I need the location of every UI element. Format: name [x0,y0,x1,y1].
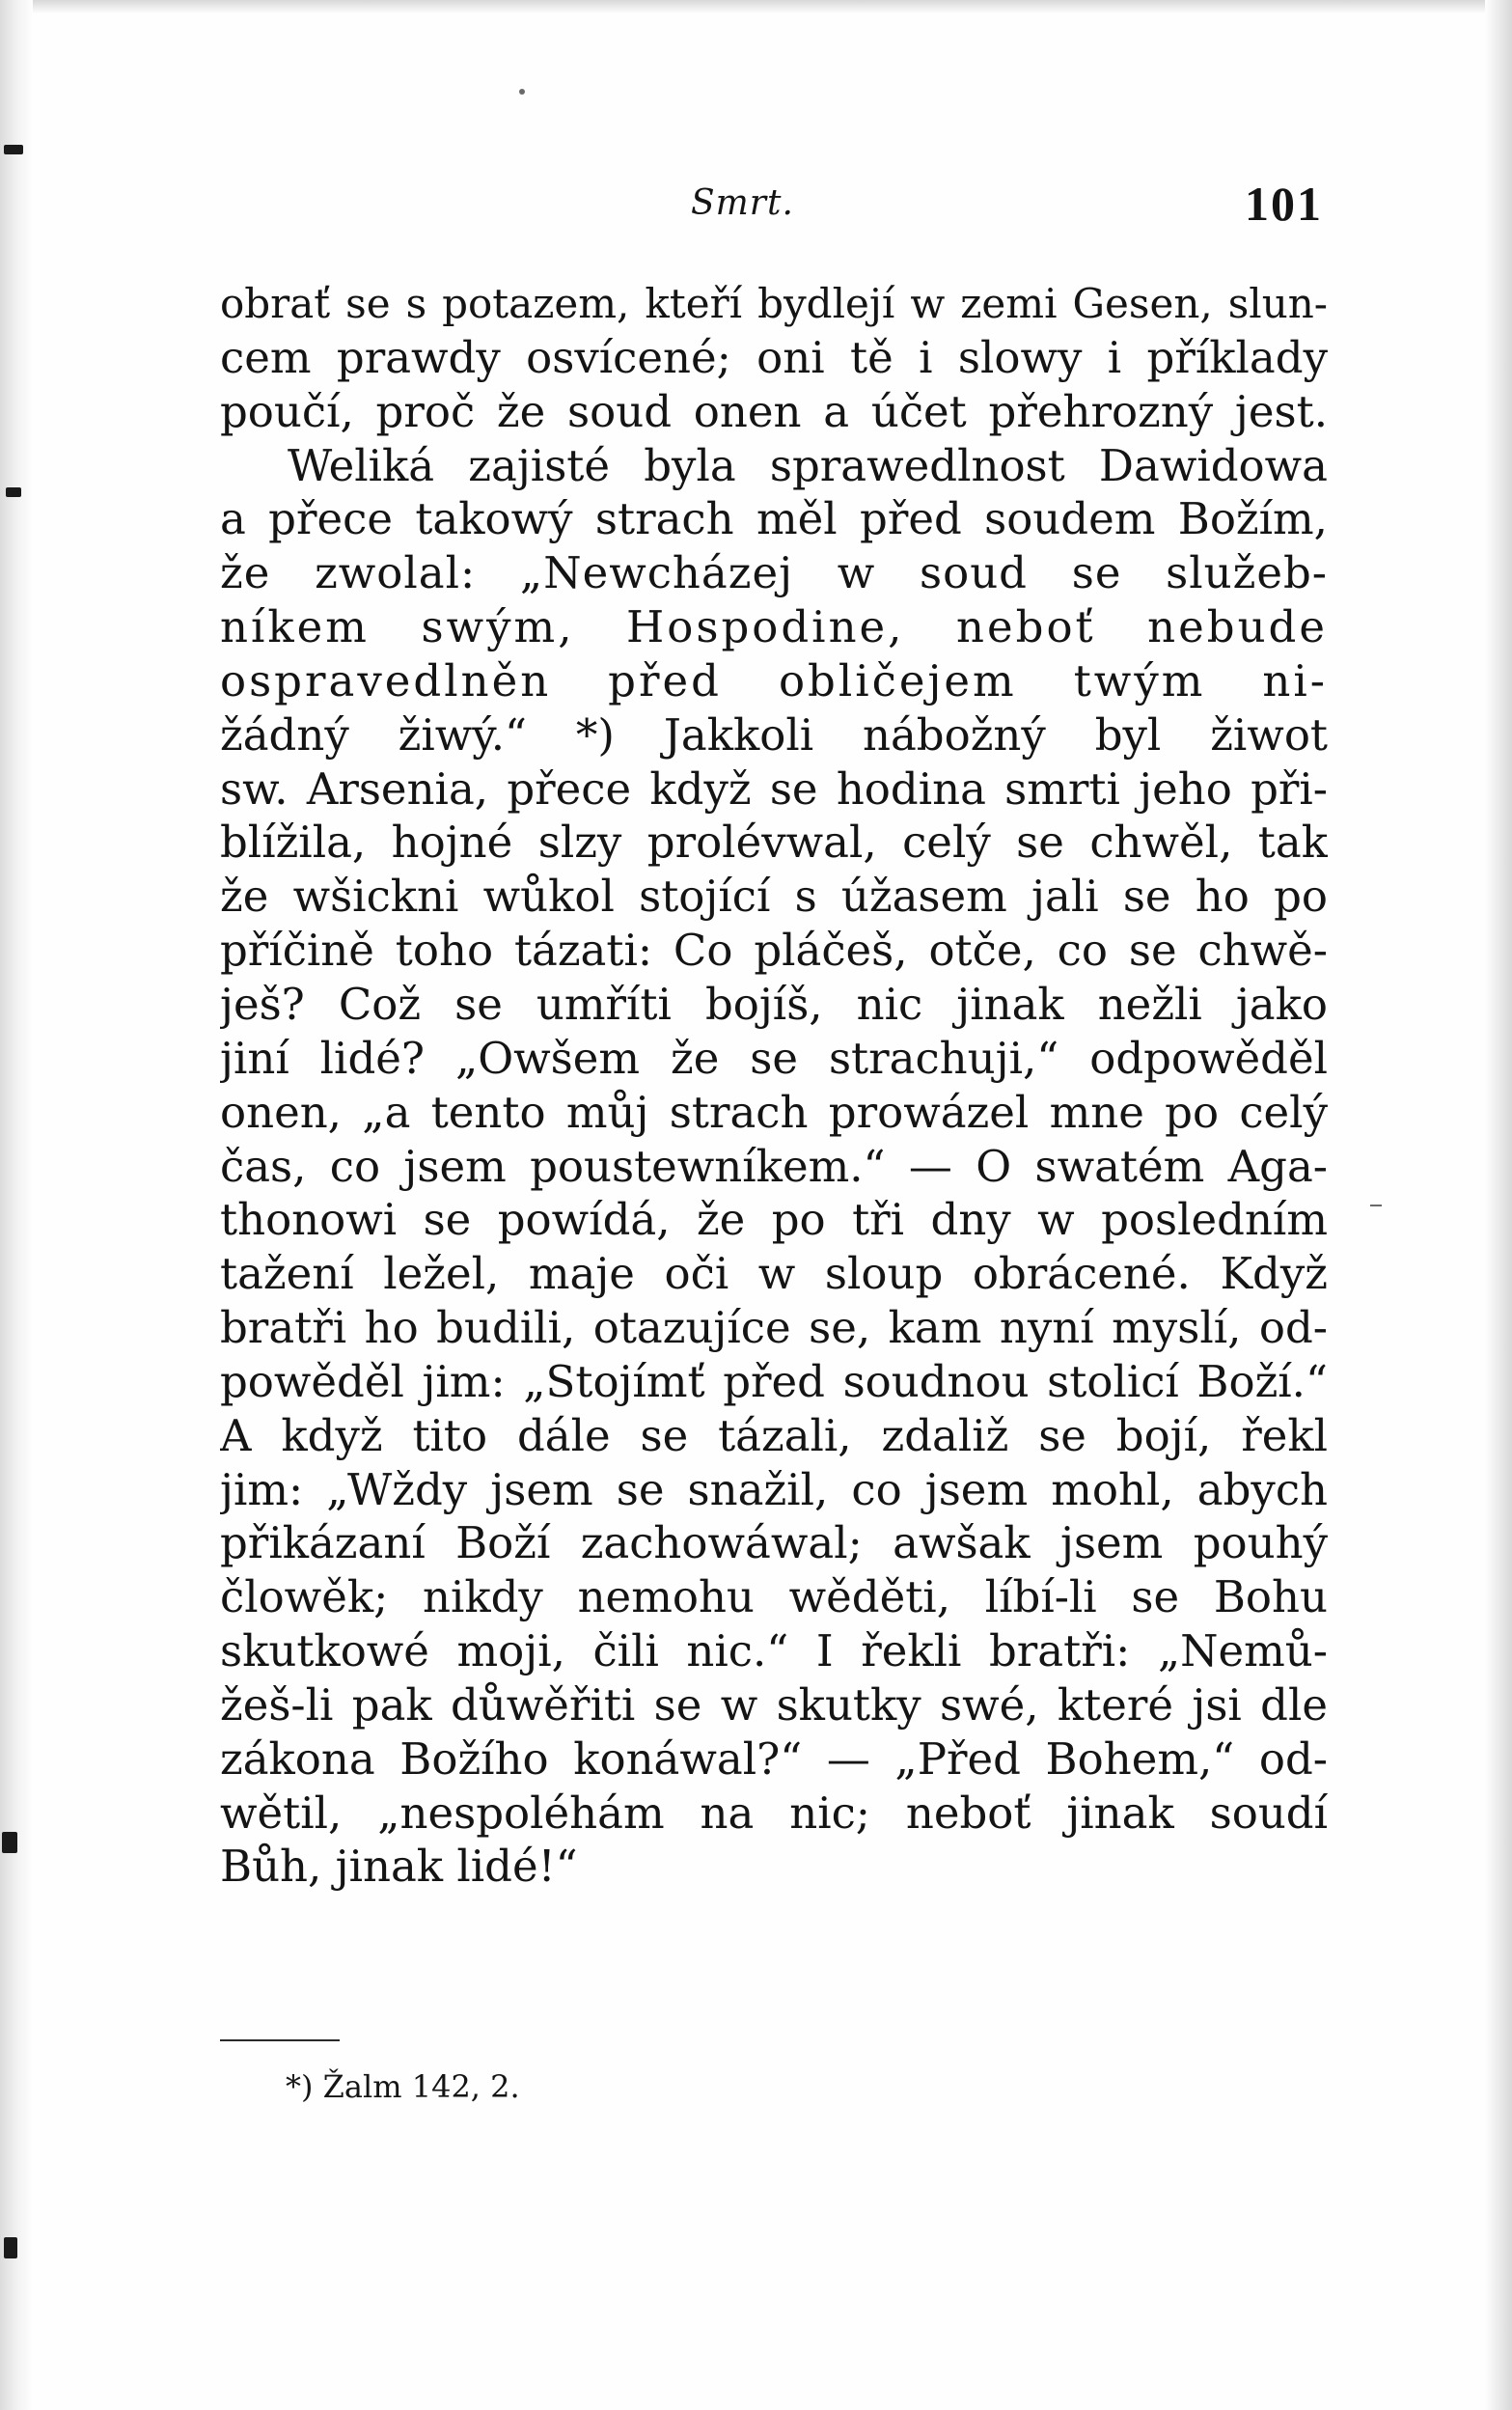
text-line: přikázaní Boží zachowáwal; awšak jsem pouhý [220,1517,1328,1569]
text-line: níkem swým, Hospodine, neboť nebude [220,601,1328,653]
stray-mark [519,89,525,95]
text-line: ješ? Což se umříti bojíš, nic jinak nežli jako [220,978,1328,1030]
footnote: *) Žalm 142, 2. [286,2068,520,2105]
text-line: ospravedlněn před obličejem twým ni- [220,654,1328,706]
text-line: jim: „Wždy jsem se snažil, co jsem mohl, abych [220,1463,1328,1515]
text-line: jiní lidé? „Owšem že se strachuji,“ odpowěděl [220,1032,1328,1084]
page-header [0,176,1512,234]
scan-edge-right [1485,0,1512,2410]
edge-mark [4,145,23,154]
text-line: a přece takowý strach měl před soudem Božím, [220,493,1328,545]
text-line: Bůh, jinak lidé!“ [220,1841,578,1893]
text-line: onen, „a tento můj strach prowázel mne po celý [220,1086,1328,1138]
scan-edge-left [0,0,33,2410]
text-line: sw. Arsenia, přece když se hodina smrti jeho při- [220,762,1328,815]
text-line: žádný žiwý.“ *) Jakkoli nábožný byl žiwot [220,708,1328,761]
footnote-rule [220,2039,340,2041]
text-line: příčině toho tázati: Co pláčeš, otče, co se chwě- [220,925,1328,977]
scan-edge-top [0,0,1512,14]
edge-mark [4,2237,17,2258]
text-line: poučí, proč že soud onen a účet přehrozný jest. [220,385,1328,437]
stray-mark [1370,1205,1382,1206]
running-head: Smrt. [691,183,794,223]
text-line: obrať se s potazem, kteří bydlejí w zemi Gesen, slun- [220,280,1328,327]
text-line: Weliká zajisté byla sprawedlnost Dawidowa [288,439,1328,491]
body-text [220,277,1328,1894]
text-line: člowěk; nikdy nemohu wěděti, líbí-li se Bohu [220,1571,1328,1623]
edge-mark [2,1832,17,1853]
page-number: 101 [1245,177,1323,231]
text-line: wětil, „nespoléhám na nic; neboť jinak soudí [220,1787,1328,1839]
text-line: že wšickni wůkol stojící s úžasem jali se ho po [220,871,1328,923]
text-line: že zwolal: „Newcházej w soud se služeb- [220,547,1328,599]
text-line: zákona Božího konáwal?“ — „Před Bohem,“ od- [220,1732,1328,1785]
text-line: A když tito dále se tázali, zdaliž se bojí, řekl [220,1409,1328,1461]
text-line: powěděl jim: „Stojímť před soudnou stolicí Boží.“ [220,1355,1328,1407]
text-line: skutkowé moji, čili nic.“ I řekli bratři: „Nemů- [220,1625,1328,1677]
text-line: bratři ho budili, otazujíce se, kam nyní myslí, od- [220,1302,1328,1354]
text-line: cem prawdy osvícené; oni tě i slowy i příklady [220,331,1328,383]
edge-mark [6,487,21,497]
text-line: blížila, hojné slzy prolévwal, celý se chwěl, tak [220,817,1328,869]
text-line: čas, co jsem poustewníkem.“ — O swatém Aga- [220,1140,1328,1192]
text-line: žeš-li pak důwěřiti se w skutky swé, které jsi dle [220,1678,1328,1731]
text-line: tažení ležel, maje oči w sloup obrácené. Když [220,1248,1328,1300]
text-line: thonowi se powídá, že po tři dny w posledním [220,1194,1328,1246]
